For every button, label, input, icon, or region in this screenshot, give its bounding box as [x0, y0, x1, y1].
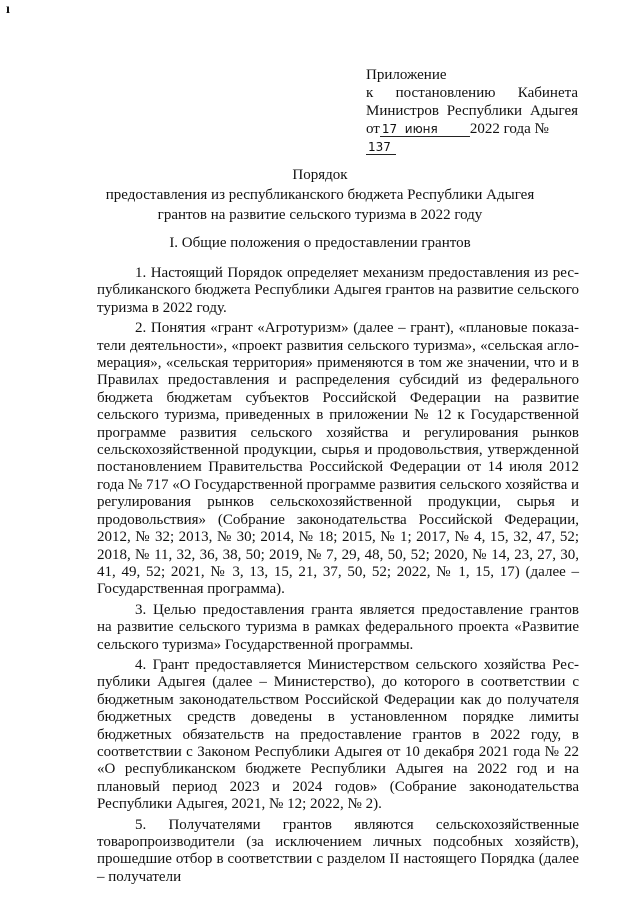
document-title	[40, 165, 600, 225]
date-month: июня	[404, 122, 438, 136]
appendix-date-line	[366, 120, 578, 156]
title-line-3: грантов на развитие сельского туризма в 2022 году	[157, 207, 483, 223]
appendix-line-3: Министров Республики Адыгея	[366, 103, 578, 119]
paragraph-1: 1. Настоящий Порядок определяет механизм предоставления из республиканского бюджета Республики Адыгея грантов на развитие сельского туризма в 2022 году.	[97, 265, 579, 316]
document-body	[97, 265, 579, 889]
date-prefix: от	[366, 121, 380, 137]
resolution-number: 137	[366, 141, 396, 155]
date-day-month-field	[380, 123, 470, 137]
corner-mark: ı	[6, 2, 10, 17]
title-line-2: предоставления из республиканского бюджета Республики Адыгея	[105, 187, 535, 203]
appendix-line-1: Приложение	[366, 67, 447, 83]
section-heading: I. Общие положения о предоставлении грантов	[169, 235, 471, 251]
appendix-header	[366, 66, 578, 156]
date-year-text: 2022 года №	[469, 121, 549, 137]
paragraph-2: 2. Понятия «грант «Агротуризм» (далее – грант), «плановые показатели деятельности», «проект развития сельского туризма», «сельская агломерация», «сельская территория» применяются в том же значении, что и в Правилах предоставления и распределения субсидий из федерального бюджета бюджетам субъектов Российской Федерации на развитие сельского туризма, приведенных в приложении № 12 к Государственной программе развития сельского хозяйства и регулирования рынков сельскохозяйственной продукции, сырья и продовольствия, утвержденной постановлением Правительства Российской Федерации от 14 июля 2012 года № 717 «О Государственной программе развития сельского хозяйства и регулирования рынков сельскохозяйственной продукции, сырья и продовольствия» (Собрание законодательства Российской Федерации, 2012, № 32; 2013, № 30; 2014, № 18; 2015, № 1; 2017, № 4, 15, 32, 47, 52; 2018, № 11, 32, 36, 38, 50; 2019, № 7, 29, 48, 50, 52; 2020, № 14, 23, 27, 30, 41, 49, 52; 2021, № 3, 13, 15, 21, 37, 50, 52; 2022, № 1, 15, 17) (далее – Государственная программа).	[97, 320, 580, 598]
paragraph-4: 4. Грант предоставляется Министерством сельского хозяйства Республики Адыгея (далее – Министерство), до которого в соответствии с бюджетным законодательством Российской Федерации как до получателя бюджетных средств доведены в установленном порядке лимиты бюджетных обязательств на предоставление грантов в 2022 году, в соответствии с Законом Республики Адыгея от 10 декабря 2021 года № 22 «О республиканском бюджете Республики Адыгея на 2022 год и на плановый период 2023 и 2024 годов» (Собрание законодательства Республики Адыгея, 2021, № 12; 2022, № 2).	[97, 656, 579, 813]
date-day: 17	[381, 122, 398, 136]
appendix-line-2: к постановлению Кабинета	[366, 85, 578, 101]
paragraph-3: 3. Целью предоставления гранта является предоставление грантов на развитие сельского туризма в рамках федерального проекта «Развитие сельского туризма» Государственной программы.	[97, 601, 579, 653]
paragraph-5: 5. Получателями грантов являются сельскохозяйственные товаропроизводители (за исключением личных подсобных хозяйств), прошедшие отбор в соответствии с разделом II настоящего Порядка (далее – получатели	[97, 816, 579, 885]
title-line-1: Порядок	[292, 167, 348, 183]
